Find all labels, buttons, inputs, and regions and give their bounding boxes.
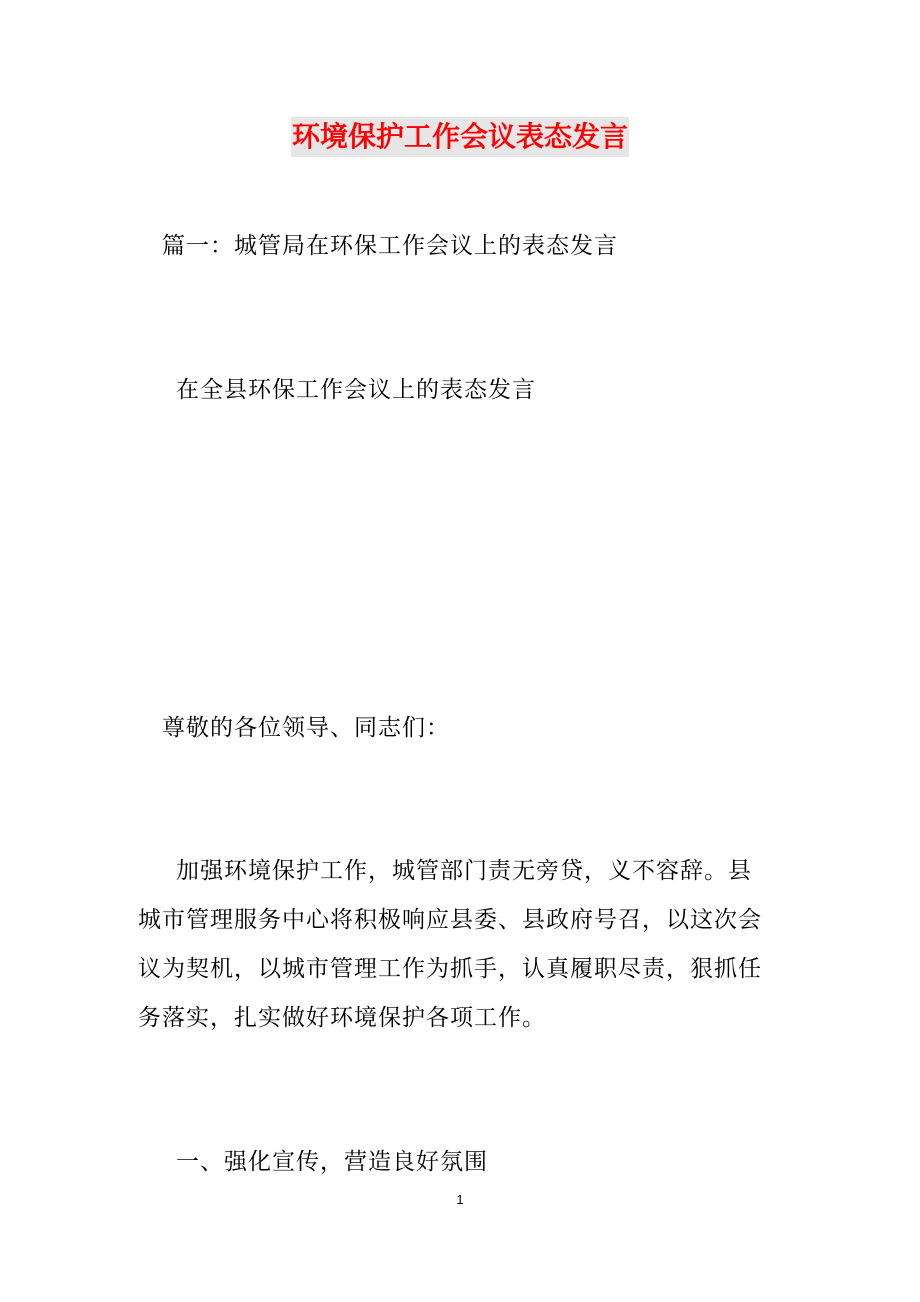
document-title-text: 环境保护工作会议表态发言 [291, 117, 629, 157]
point-one-heading: 一、强化宣传，营造良好氛围 [176, 1149, 488, 1175]
paragraph-line: 加强环境保护工作，城管部门责无旁贷，义不容辞。县 [176, 858, 752, 884]
paragraph-line: 城市管理服务中心将积极响应县委、县政府号召，以这次会 [138, 907, 762, 933]
document-title [0, 116, 920, 157]
page-number: 1 [456, 1192, 464, 1207]
opening-paragraph [138, 847, 788, 1043]
salutation: 尊敬的各位领导、同志们： [162, 715, 450, 741]
speech-subtitle: 在全县环保工作会议上的表态发言 [176, 377, 536, 403]
section-heading: 篇一：城管局在环保工作会议上的表态发言 [162, 233, 618, 259]
paragraph-line: 议为契机，以城市管理工作为抓手，认真履职尽责，狠抓任 [138, 956, 762, 982]
paragraph-line: 务落实，扎实做好环境保护各项工作。 [138, 1005, 546, 1031]
